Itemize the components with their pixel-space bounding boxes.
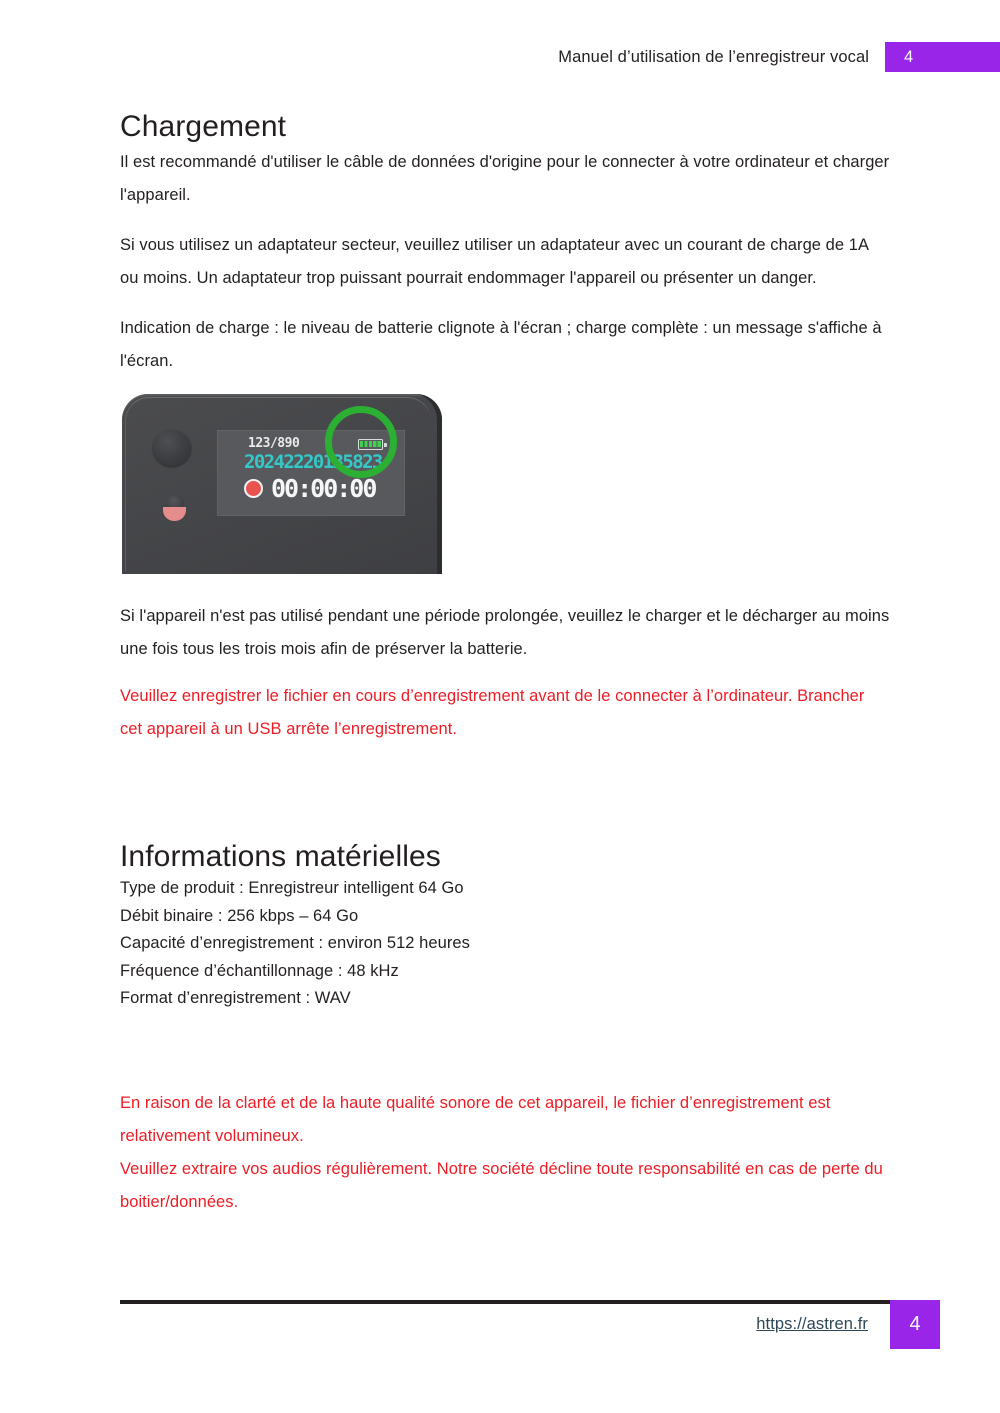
charging-paragraph-3: Indication de charge : le niveau de batterie clignote à l'écran ; charge complète : un message s'affiche à l'écran.: [120, 318, 882, 370]
charging-section-heading: Chargement: [120, 110, 287, 143]
voice-recorder-device-image: [122, 394, 442, 574]
screen-timer-row: [244, 473, 376, 503]
header-title: Manuel d’utilisation de l’enregistreur vocal: [558, 48, 869, 66]
footer-website-link[interactable]: https://astren.fr: [756, 1315, 868, 1333]
list-item: Débit binaire : 256 kbps – 64 Go: [120, 906, 359, 925]
footer-page-badge: 4: [890, 1300, 940, 1349]
switch-indicator: [163, 507, 186, 521]
charging-paragraph-1: Il est recommandé d'utiliser le câble de données d'origine pour le connecter à votre ordinateur et charger l'appareil.: [120, 152, 890, 204]
charging-paragraph-4: Si l'appareil n'est pas utilisé pendant une période prolongée, veuillez le charger et le décharger au moins une fois tous les trois mois afin de préserver la batterie.: [120, 606, 890, 658]
hardware-warning-text-1: En raison de la clarté et de la haute qualité sonore de cet appareil, le fichier d’enregistrement est relativement volumineux.: [120, 1093, 831, 1145]
list-item: Capacité d’enregistrement : environ 512 heures: [120, 934, 470, 952]
device-round-button: [153, 430, 191, 466]
device-power-switch: [163, 494, 186, 524]
record-dot-icon: [244, 479, 263, 498]
screen-timer: 00:00:00: [271, 473, 376, 503]
list-item: Format d’enregistrement : WAV: [120, 989, 351, 1007]
screen-file-name: 20242220135823: [244, 450, 382, 473]
screen-file-counter: 123/890: [248, 435, 300, 451]
hardware-warning-text-2: Veuillez extraire vos audios régulièrement. Notre société décline toute responsabilité en cas de perte du boitier/données.: [120, 1159, 883, 1211]
list-item: Fréquence d’échantillonnage : 48 kHz: [120, 961, 399, 980]
charging-warning-text: Veuillez enregistrer le fichier en cours d’enregistrement avant de le connecter à l’ordinateur. Brancher cet appareil à un USB arrête l’enregistrement.: [120, 686, 865, 738]
header-inner: [558, 42, 1000, 72]
list-item: Type de produit : Enregistreur intelligent 64 Go: [120, 879, 464, 897]
page-header: [0, 0, 1000, 90]
battery-highlight-circle-annotation: [325, 406, 397, 478]
charging-paragraph-2: Si vous utilisez un adaptateur secteur, veuillez utiliser un adaptateur avec un courant de charge de 1A ou moins. Un adaptateur trop puissant pourrait endommager l'appareil ou présenter un danger.: [120, 235, 869, 287]
section-spacer: [120, 746, 890, 838]
document-content: [120, 108, 890, 1219]
warning-spacer: [120, 1013, 890, 1087]
footer-row: [0, 1300, 940, 1349]
header-page-badge: 4: [885, 42, 1000, 72]
hardware-section-heading: Informations matérielles: [120, 839, 441, 873]
hardware-spec-list: [120, 875, 890, 1013]
page-footer: [0, 1293, 1000, 1413]
